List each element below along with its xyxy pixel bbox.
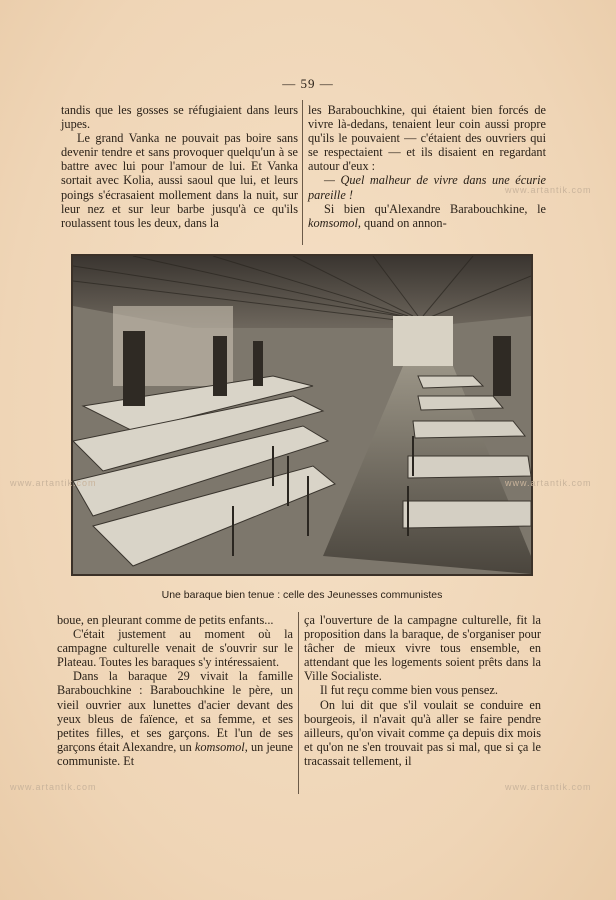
- column-bottom-right: [304, 613, 541, 768]
- text: , quand on annon-: [357, 215, 447, 230]
- quote: — Quel malheur de vivre dans une écurie pareille !: [308, 173, 546, 202]
- text: , un jeune communiste. Et: [57, 739, 294, 768]
- paragraph: ça l'ouverture de la campagne culturelle, fit la proposition dans la baraque, de s'organiser pour tâcher de mieux vivre tous ensemble, en attendant que les logements soient prêts dans la Ville Socialiste.: [304, 613, 541, 684]
- text-italic: komsomol: [194, 739, 245, 754]
- paragraph: les Barabouchkine, qui étaient bien forcés de vivre là-dedans, tenaient leur coin aussi propre qu'ils le pouvaient — c'étaient des ouvriers qui se respectaient — et ils disaient en regardant autour d'eux :: [308, 103, 546, 174]
- paragraph: Le grand Vanka ne pouvait pas boire sans devenir tendre et sans provoquer quelqu'un à se battre avec lui pour l'amour de lui. Et Vanka sortait avec Kolia, aussi saoul que lui, et leurs poings s'écrasaient mollement dans la nuit, sur leur nez et sur leur barbe jusqu'à ce qu'ils roulassent tous les deux, dans la: [61, 131, 298, 230]
- paragraph: [308, 202, 546, 230]
- column-top-left: [61, 103, 298, 230]
- column-bottom-left: [57, 613, 293, 768]
- paragraph: boue, en pleurant comme de petits enfants...: [57, 613, 274, 627]
- watermark: www.artantik.com: [505, 185, 592, 195]
- barrack-photo: [71, 254, 533, 576]
- text: Dans la baraque 29 vivait la famille Barabouchkine : Barabouchkine le père, un vieil ouvrier aux lunettes d'acier devant des yeux bleus de faïence, et sa femme, et ses petites filles, et ses garçons. Et l'un de ses garçons était Alexandre, un: [57, 669, 293, 754]
- text-italic: komsomol: [308, 215, 358, 230]
- watermark: www.artantik.com: [505, 782, 592, 792]
- watermark: www.artantik.com: [10, 782, 97, 792]
- page-number: — 59 —: [282, 76, 334, 91]
- text: Si bien qu'Alexandre Barabouchkine, le: [324, 201, 546, 216]
- column-top-right: [308, 103, 546, 230]
- watermark: www.artantik.com: [10, 478, 97, 488]
- paragraph: tandis que les gosses se réfugiaient dans leurs jupes.: [61, 103, 298, 132]
- paragraph: [57, 669, 293, 768]
- photo-caption: Une baraque bien tenue : celle des Jeunesses communistes: [161, 589, 443, 601]
- barrack-photo-illustration: [73, 256, 531, 574]
- column-divider: [302, 100, 303, 245]
- column-divider: [298, 612, 299, 794]
- paragraph: Il fut reçu comme bien vous pensez.: [320, 683, 498, 698]
- watermark: www.artantik.com: [505, 478, 592, 488]
- paragraph: On lui dit que s'il voulait se conduire en bourgeois, il n'avait qu'à aller se faire pendre ailleurs, qu'on vivait comme ça depuis dix mois et qu'on ne s'en trouvait pas si mal, que si ça le tracassait tellement, il: [304, 697, 541, 768]
- paragraph: C'était justement au moment où la campagne culturelle venait de s'ouvrir sur le Plateau. Toutes les baraques s'y intéressaient.: [57, 627, 293, 670]
